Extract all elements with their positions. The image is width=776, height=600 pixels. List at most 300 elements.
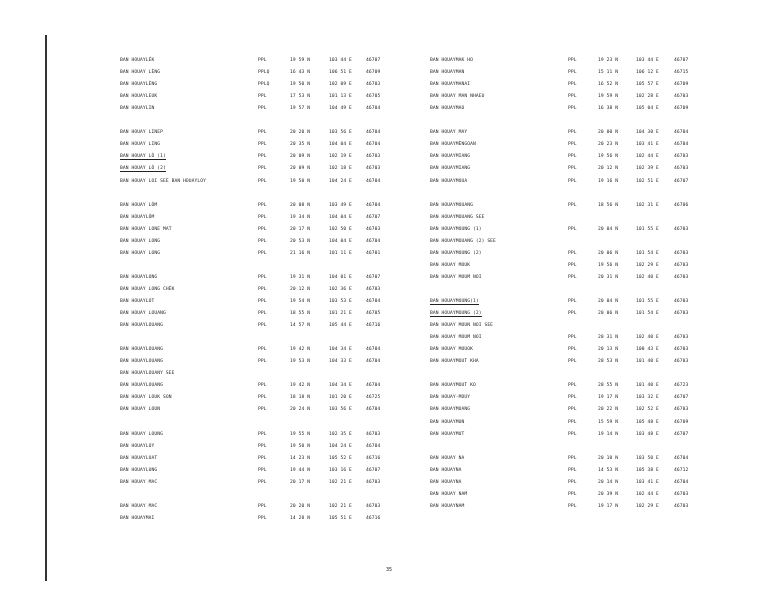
entry-ref: 46703	[366, 479, 381, 485]
entry-ref: 46703	[674, 503, 689, 509]
entry-ref: 46703	[674, 311, 689, 317]
entry-ref: 46707	[366, 58, 381, 63]
entry-lon: 103 53 E	[329, 299, 352, 304]
entry-lon: 102 31 E	[636, 202, 659, 208]
entry-lat: 19 56 N	[598, 262, 619, 268]
entry-cls: PPL	[258, 407, 267, 413]
entry-lon: 104 33 E	[329, 359, 352, 365]
entry-ref: 46704	[366, 178, 381, 184]
entry-lon: 105 48 E	[636, 419, 659, 425]
entry-lat: 21 16 N	[290, 250, 311, 256]
entry-lon: 101 55 E	[636, 226, 659, 232]
entry-ref: 46703	[674, 407, 689, 413]
entry-lat: 19 50 N	[290, 82, 311, 88]
entry-lat: 19 31 N	[290, 274, 311, 280]
entry-lon: 100 43 E	[636, 347, 659, 353]
entry-ref: 46703	[366, 431, 381, 437]
entry-lat: 20 31 N	[598, 335, 619, 341]
entry-lon: 105 52 E	[329, 455, 352, 461]
entry-cls: PPL	[568, 383, 577, 389]
entry-cls: PPL	[568, 70, 577, 76]
entry-ref: 46723	[674, 383, 689, 389]
entry-ref: 46704	[674, 479, 689, 485]
entry-cls: PPL	[568, 503, 577, 509]
entry-name: BAN HOUAY LONE MAT	[120, 226, 172, 232]
entry-lon: 104 01 E	[329, 274, 352, 280]
entry-lon: 101 11 E	[329, 250, 352, 256]
entry-lon: 101 21 E	[329, 311, 352, 317]
entry-lon: 102 51 E	[636, 178, 659, 184]
entry-lat: 14 28 N	[290, 515, 311, 521]
entry-lat: 20 09 N	[290, 166, 311, 172]
entry-ref: 46707	[674, 395, 689, 401]
entry-lat: 20 09 N	[290, 154, 311, 160]
entry-lon: 105 57 E	[636, 82, 659, 88]
entry-name: BAN HOUAYNA	[430, 479, 462, 485]
entry-lat: 19 17 N	[598, 503, 619, 509]
entry-ref: 46709	[674, 419, 689, 425]
entry-ref: 46725	[366, 395, 381, 401]
entry-lon: 103 56 E	[329, 130, 352, 136]
entry-lat: 20 06 N	[598, 250, 619, 256]
entry-cls: PPL	[568, 467, 577, 473]
entry-name: BAN HOUAYMUT	[430, 431, 465, 437]
entry-cls: PPL	[258, 142, 267, 148]
entry-name: BAN HOUAYLOUANY SEE	[120, 371, 175, 377]
entry-lon: 102 39 E	[636, 166, 659, 172]
entry-name: BAN HOUAY MAC	[120, 503, 158, 509]
entry-name: BAN HOUAY LÔ (2)	[120, 166, 166, 172]
entry-name: BAN HOUAY MOUM NOI	[430, 274, 482, 280]
entry-name: BAN HOUAY LÔM	[120, 202, 158, 208]
entry-cls: PPL	[568, 166, 577, 172]
entry-cls: PPL	[258, 503, 267, 509]
entry-cls: PPL	[568, 82, 577, 88]
entry-lon: 101 13 E	[329, 94, 352, 100]
entry-lat: 20 39 N	[598, 491, 619, 497]
entry-lon: 106 12 E	[636, 70, 659, 76]
entry-name: BAN HOUAYMOUANG (2) SEE	[430, 238, 496, 244]
entry-lat: 20 13 N	[598, 347, 619, 353]
entry-name: BAN HOUAY LOUANG	[120, 311, 166, 317]
entry-name: BAN HOUAYMOUT KHA	[430, 359, 479, 365]
entry-ref: 46703	[674, 250, 689, 256]
entry-lon: 103 56 E	[329, 407, 352, 413]
entry-name: BAN HOUAY LINEP	[120, 130, 163, 136]
entry-ref: 46704	[366, 347, 381, 353]
entry-ref: 46703	[674, 274, 689, 280]
entry-name: BAN HOUAYLONG	[120, 274, 158, 280]
entry-cls: PPL	[568, 106, 577, 112]
entry-lon: 102 21 E	[329, 503, 352, 509]
entry-cls: PPL	[568, 479, 577, 485]
entry-lon: 104 04 E	[329, 214, 352, 220]
entry-cls: PPLQ	[258, 82, 270, 88]
entry-ref: 46704	[366, 106, 381, 112]
entry-name: BAN HOUAY MOUM NOI	[430, 335, 482, 341]
entry-lat: 20 04 N	[598, 226, 619, 232]
entry-cls: PPL	[258, 347, 267, 353]
entry-ref: 46704	[366, 383, 381, 389]
entry-lat: 16 52 N	[598, 82, 619, 88]
entry-lon: 102 18 E	[329, 166, 352, 172]
entry-lat: 19 14 N	[598, 431, 619, 437]
entry-cls: PPL	[568, 130, 577, 136]
entry-cls: PPL	[258, 299, 267, 304]
entry-name: BAN HOUAYMOUA	[430, 178, 468, 184]
entry-cls: PPL	[258, 431, 267, 437]
entry-name: BAN HOUAYNA	[430, 467, 462, 473]
entry-cls: PPL	[568, 431, 577, 437]
entry-name: BAN HOUAYMOUNG (1)	[430, 226, 482, 232]
entry-lon: 101 55 E	[636, 299, 659, 304]
entry-name: BAN HOUAY MAY	[430, 130, 468, 136]
entry-ref: 46701	[366, 250, 381, 256]
entry-ref: 46712	[674, 467, 689, 473]
entry-name: BAN HOUAYMAK HO	[430, 58, 473, 63]
entry-ref: 46704	[366, 443, 381, 449]
entry-lat: 20 08 N	[290, 202, 311, 208]
entry-lat: 19 16 N	[598, 178, 619, 184]
entry-ref: 46703	[674, 154, 689, 160]
entry-lon: 103 49 E	[329, 202, 352, 208]
entry-lon: 102 40 E	[636, 335, 659, 341]
entry-ref: 46703	[366, 503, 381, 509]
entry-lat: 19 34 N	[290, 214, 311, 220]
entry-lon: 104 24 E	[329, 443, 352, 449]
entry-lon: 104 34 E	[329, 347, 352, 353]
entry-ref: 46716	[366, 515, 381, 521]
entry-lon: 103 48 E	[636, 431, 659, 437]
entry-lat: 20 06 N	[598, 311, 619, 317]
entry-cls: PPL	[568, 419, 577, 425]
entry-name: BAN HOUAYLOUANG	[120, 359, 163, 365]
entry-cls: PPL	[258, 250, 267, 256]
entry-lat: 19 56 N	[598, 154, 619, 160]
entry-lon: 104 30 E	[636, 130, 659, 136]
entry-name: BAN HOUAYMIANG	[430, 166, 471, 172]
entry-name: BAN HOUAYMOUT KO	[430, 383, 476, 389]
entry-ref: 46706	[674, 202, 689, 208]
entry-lon: 105 04 E	[636, 106, 659, 112]
entry-cls: PPL	[568, 347, 577, 353]
entry-lat: 20 35 N	[290, 142, 311, 148]
entry-cls: PPLQ	[258, 70, 270, 76]
entry-cls: PPL	[568, 178, 577, 184]
entry-lat: 14 53 N	[598, 467, 619, 473]
entry-ref: 46707	[674, 178, 689, 184]
entry-lon: 102 21 E	[329, 479, 352, 485]
entry-ref: 46715	[674, 70, 689, 76]
entry-lat: 20 14 N	[598, 479, 619, 485]
entry-lat: 19 54 N	[290, 299, 311, 304]
entry-lon: 101 40 E	[636, 359, 659, 365]
entry-ref: 46709	[674, 106, 689, 112]
entry-lon: 101 54 E	[636, 311, 659, 317]
entry-name: BAN HOUAY LOUK SON	[120, 395, 172, 401]
entry-ref: 46703	[366, 82, 381, 88]
entry-lat: 19 57 N	[290, 106, 311, 112]
entry-ref: 46703	[674, 359, 689, 365]
entry-lat: 14 57 N	[290, 323, 311, 329]
entry-lat: 19 42 N	[290, 347, 311, 353]
entry-ref: 46707	[366, 467, 381, 473]
entry-cls: PPL	[258, 359, 267, 365]
page-number: 35	[386, 567, 393, 573]
entry-lon: 103 44 E	[329, 58, 352, 63]
entry-name: BAN HOUAYMANAI	[430, 82, 471, 88]
entry-lat: 19 55 N	[290, 431, 311, 437]
entry-name: BAN HOUAYMOUNG(1)	[430, 299, 479, 304]
entry-name: BAN HOUAYLOUANG	[120, 323, 163, 329]
entry-lon: 106 51 E	[329, 70, 352, 76]
entry-cls: PPL	[568, 335, 577, 341]
entry-ref: 46705	[366, 94, 381, 100]
entry-lon: 102 28 E	[636, 94, 659, 100]
entry-lon: 102 52 E	[636, 407, 659, 413]
entry-cls: PPL	[568, 94, 577, 100]
entry-name: BAN HOUAY MOUK	[430, 262, 471, 268]
entry-cls: PPL	[258, 178, 267, 184]
entry-lon: 101 40 E	[636, 383, 659, 389]
entry-lon: 104 04 E	[329, 238, 352, 244]
entry-cls: PPL	[258, 395, 267, 401]
entry-name: BAN HOUAYLOUANG	[120, 347, 163, 353]
entry-cls: PPL	[258, 214, 267, 220]
entry-cls: PPL	[568, 262, 577, 268]
entry-name: BAN HOUAYMIANG	[430, 154, 471, 160]
entry-ref: 46703	[674, 94, 689, 100]
entry-lat: 19 42 N	[290, 383, 311, 389]
entry-cls: PPL	[568, 226, 577, 232]
entry-lat: 15 59 N	[598, 419, 619, 425]
entry-name: BAN HOUAYLEUK	[120, 94, 158, 100]
entry-lat: 19 50 N	[290, 443, 311, 449]
entry-name: BAN HOUAY MOUOK	[430, 347, 473, 353]
entry-name: BAN HOUAY-MOUY	[430, 395, 471, 401]
entry-lat: 20 12 N	[290, 286, 311, 292]
entry-ref: 46703	[674, 491, 689, 497]
entry-lat: 19 23 N	[598, 58, 619, 63]
entry-name: BAN HOUAYLOUANG	[120, 383, 163, 389]
entry-ref: 46703	[674, 335, 689, 341]
entry-ref: 46704	[674, 455, 689, 461]
entry-lat: 20 55 N	[598, 383, 619, 389]
entry-lat: 18 18 N	[290, 395, 311, 401]
entry-name: BAN HOUAY LÔ (1)	[120, 154, 166, 160]
entry-lat: 20 10 N	[598, 455, 619, 461]
entry-lat: 19 50 N	[290, 178, 311, 184]
entry-ref: 46705	[366, 311, 381, 317]
entry-cls: PPL	[258, 311, 267, 317]
entry-cls: PPL	[258, 286, 267, 292]
entry-cls: PPL	[258, 58, 267, 63]
entry-lat: 16 43 N	[290, 70, 311, 76]
entry-name: BAN HOUAYMOUNG (2)	[430, 250, 482, 256]
entry-lon: 101 54 E	[636, 250, 659, 256]
entry-lat: 15 11 N	[598, 70, 619, 76]
entry-cls: PPL	[568, 491, 577, 497]
entry-name: BAN HOUAY NA	[430, 455, 465, 461]
entry-lon: 102 29 E	[636, 503, 659, 509]
entry-cls: PPL	[258, 166, 267, 172]
entry-ref: 46704	[366, 299, 381, 304]
entry-lon: 102 44 E	[636, 491, 659, 497]
entry-cls: PPL	[568, 250, 577, 256]
entry-ref: 46703	[674, 226, 689, 232]
entry-lat: 20 04 N	[598, 299, 619, 304]
entry-lon: 102 19 E	[329, 154, 352, 160]
entry-name: BAN HOUAYLUNG	[120, 467, 158, 473]
entry-ref: 46703	[366, 154, 381, 160]
entry-name: BAN HOUAYLIN	[120, 106, 155, 112]
entry-lat: 16 38 N	[598, 106, 619, 112]
entry-cls: PPL	[258, 515, 267, 521]
entry-ref: 46704	[366, 407, 381, 413]
entry-name: BAN HOUAY LONG CHÈK	[120, 286, 175, 292]
entry-name: BAN HOUAY NAM	[430, 491, 468, 497]
entry-cls: PPL	[258, 130, 267, 136]
entry-lon: 104 34 E	[329, 383, 352, 389]
entry-ref: 46716	[366, 323, 381, 329]
entry-lon: 104 49 E	[329, 106, 352, 112]
entry-lat: 20 20 N	[290, 503, 311, 509]
entry-lat: 20 12 N	[598, 166, 619, 172]
entry-name: BAN HOUAYMAN	[430, 70, 465, 76]
entry-cls: PPL	[258, 226, 267, 232]
entry-lon: 103 41 E	[636, 479, 659, 485]
entry-cls: PPL	[568, 202, 577, 208]
entry-ref: 46703	[674, 166, 689, 172]
entry-cls: PPL	[258, 479, 267, 485]
entry-lat: 14 23 N	[290, 455, 311, 461]
entry-ref: 46704	[674, 130, 689, 136]
entry-lon: 104 04 E	[329, 142, 352, 148]
entry-name: BAN HOUAYMÈNGOAN	[430, 142, 476, 148]
entry-lat: 20 17 N	[290, 226, 311, 232]
entry-lat: 18 56 N	[598, 202, 619, 208]
entry-ref: 46703	[674, 299, 689, 304]
entry-name: BAN HOUAYMOUNG (2)	[430, 311, 482, 317]
entry-cls: PPL	[258, 202, 267, 208]
entry-name: BAN HOUAY LÈNG	[120, 70, 161, 76]
entry-lon: 103 41 E	[636, 142, 659, 148]
entry-lon: 105 38 E	[636, 467, 659, 473]
entry-name: BAN HOUAYLOT	[120, 299, 155, 304]
entry-name: BAN HOUAY LING	[120, 142, 161, 148]
entry-lon: 102 35 E	[329, 431, 352, 437]
entry-lon: 105 51 E	[329, 515, 352, 521]
entry-name: BAN HOUAYNAM	[430, 503, 465, 509]
entry-name: BAN HOUAYMAI	[120, 515, 155, 521]
entry-lat: 20 20 N	[290, 130, 311, 136]
entry-name: BAN HOUAYLÉK	[120, 58, 155, 63]
entry-cls: PPL	[258, 467, 267, 473]
entry-cls: PPL	[568, 154, 577, 160]
entry-ref: 46704	[366, 142, 381, 148]
entry-name: BAN HOUAY LOI SEE BAN HOUAYLOY	[120, 178, 206, 184]
entry-lat: 19 59 N	[290, 58, 311, 63]
entry-ref: 46707	[674, 58, 689, 63]
entry-ref: 46704	[366, 130, 381, 136]
entry-lat: 19 59 N	[598, 94, 619, 100]
entry-lon: 102 40 E	[636, 274, 659, 280]
entry-name: BAN HOUAY LOUNG	[120, 431, 163, 437]
entry-cls: PPL	[258, 455, 267, 461]
entry-name: BAN HOUAY MAN NHAEU	[430, 94, 485, 100]
entry-ref: 46703	[366, 286, 381, 292]
entry-cls: PPL	[568, 299, 577, 304]
entry-cls: PPL	[568, 311, 577, 317]
entry-ref: 46704	[674, 142, 689, 148]
entry-name: BAN HOUAYLÔM	[120, 214, 155, 220]
entry-lat: 20 53 N	[598, 359, 619, 365]
entry-ref: 46707	[674, 431, 689, 437]
entry-lat: 18 55 N	[290, 311, 311, 317]
entry-ref: 46703	[366, 166, 381, 172]
entry-cls: PPL	[568, 407, 577, 413]
entry-lon: 103 16 E	[329, 467, 352, 473]
entry-ref: 46703	[366, 226, 381, 232]
entry-lon: 103 44 E	[636, 58, 659, 63]
entry-lon: 102 44 E	[636, 154, 659, 160]
entry-lat: 20 31 N	[598, 274, 619, 280]
entry-cls: PPL	[258, 443, 267, 449]
entry-lon: 104 24 E	[329, 178, 352, 184]
entry-lat: 20 17 N	[290, 479, 311, 485]
left-margin-bar	[45, 35, 47, 581]
entry-ref: 46704	[366, 238, 381, 244]
entry-lon: 103 32 E	[636, 395, 659, 401]
entry-lat: 20 23 N	[598, 142, 619, 148]
entry-lat: 19 53 N	[290, 359, 311, 365]
entry-lon: 102 50 E	[329, 226, 352, 232]
entry-name: BAN HOUAY LONG	[120, 250, 161, 256]
entry-ref: 46709	[674, 82, 689, 88]
entry-name: BAN HOUAYLÈNG	[120, 82, 158, 88]
entry-ref: 46707	[366, 274, 381, 280]
entry-cls: PPL	[258, 323, 267, 329]
entry-cls: PPL	[258, 238, 267, 244]
entry-name: BAN HOUAY MOUN NOI SEE	[430, 323, 494, 329]
entry-cls: PPL	[568, 274, 577, 280]
entry-cls: PPL	[568, 395, 577, 401]
entry-lon: 105 44 E	[329, 323, 352, 329]
entry-ref: 46709	[366, 70, 381, 76]
entry-name: BAN HOUAY LONG	[120, 238, 161, 244]
entry-cls: PPL	[258, 94, 267, 100]
entry-name: BAN HOUAYMAO	[430, 106, 465, 112]
entry-name: BAN HOUAYMUN	[430, 419, 465, 425]
entry-cls: PPL	[258, 383, 267, 389]
entry-lat: 17 53 N	[290, 94, 311, 100]
entry-cls: PPL	[258, 274, 267, 280]
entry-name: BAN HOUAYMUANG	[430, 407, 471, 413]
entry-name: BAN HOUAY MAC	[120, 479, 158, 485]
entry-name: BAN HOUAYMOUANG	[430, 202, 473, 208]
entry-ref: 46703	[674, 347, 689, 353]
entry-lon: 103 50 E	[636, 455, 659, 461]
entry-lat: 20 53 N	[290, 238, 311, 244]
entry-ref: 46704	[366, 359, 381, 365]
entry-name: BAN HOUAYMOUANG SEE	[430, 214, 485, 220]
entry-lon: 101 20 E	[329, 395, 352, 401]
entry-cls: PPL	[568, 359, 577, 365]
entry-cls: PPL	[568, 455, 577, 461]
entry-lat: 19 17 N	[598, 395, 619, 401]
entry-lat: 20 22 N	[598, 407, 619, 413]
entry-ref: 46707	[366, 214, 381, 220]
